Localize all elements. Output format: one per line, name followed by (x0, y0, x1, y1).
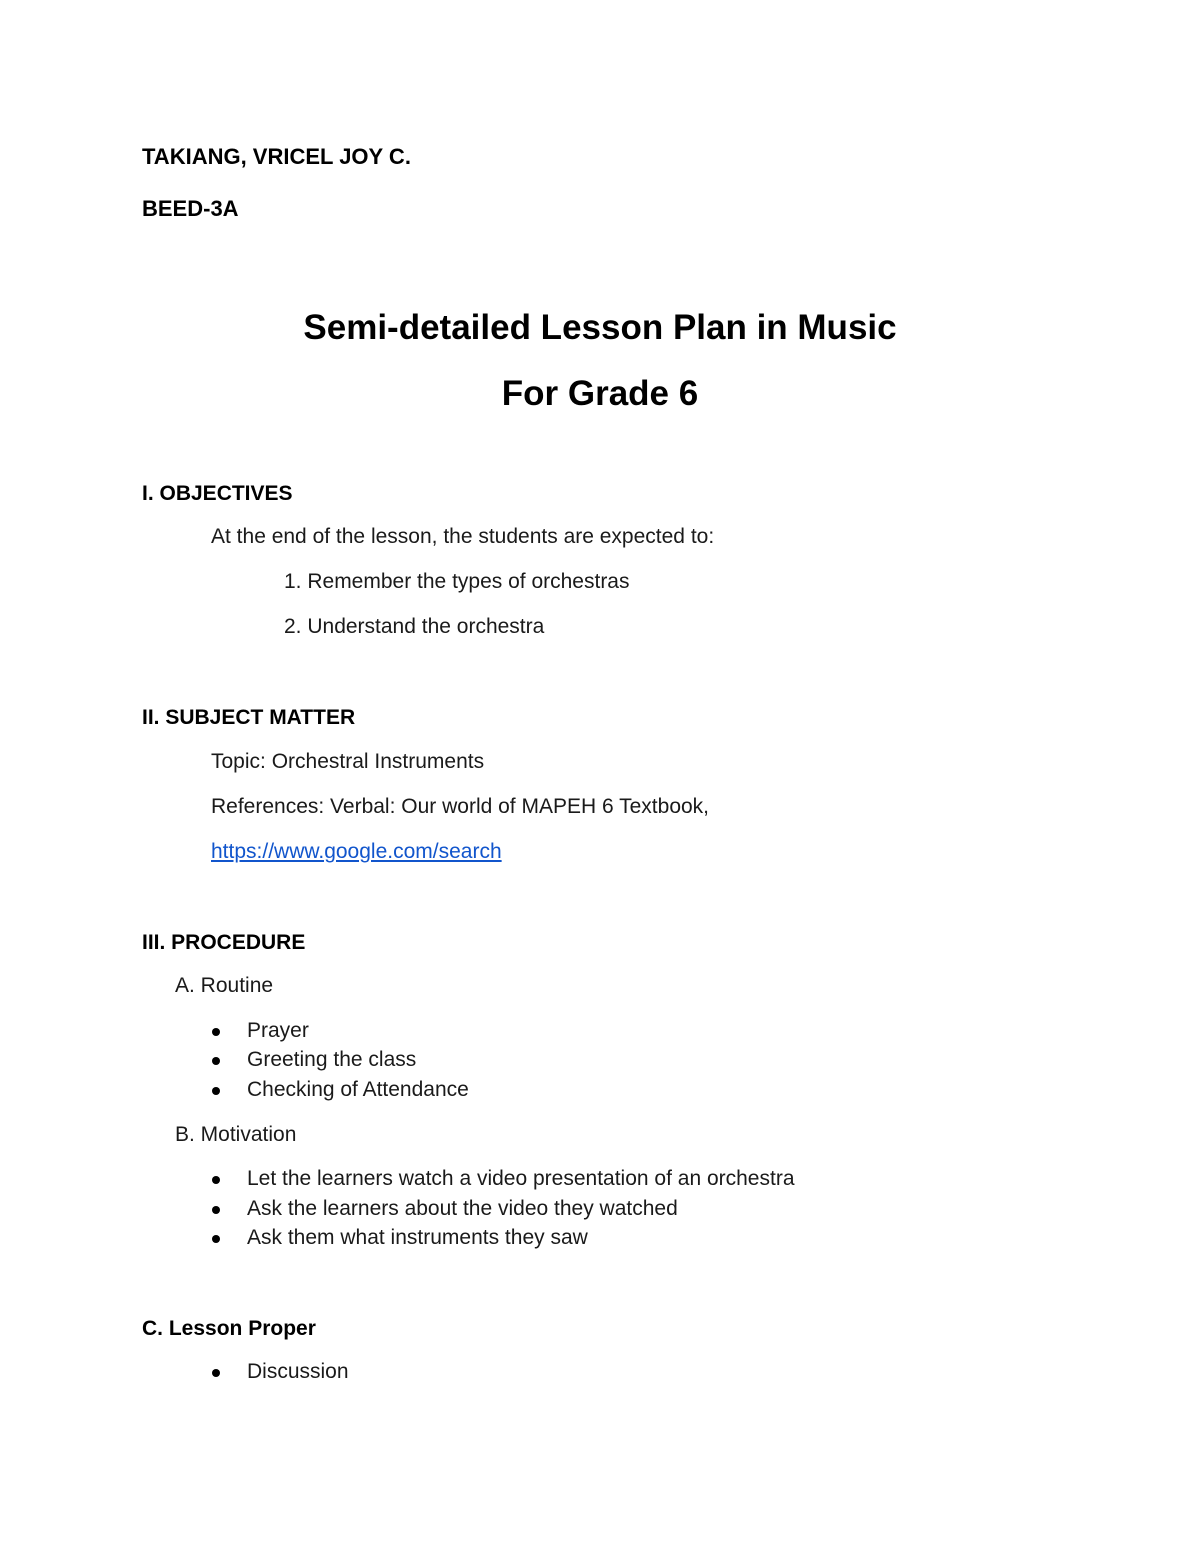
motivation-item: Ask them what instruments they saw (247, 1226, 588, 1249)
lesson-proper-heading: C. Lesson Proper (142, 1317, 316, 1340)
bullet-icon (212, 1176, 220, 1184)
bullet-icon (212, 1206, 220, 1214)
procedure-heading: III. PROCEDURE (142, 931, 306, 954)
bullet-icon (212, 1087, 220, 1095)
bullet-icon (212, 1028, 220, 1036)
document-subtitle: For Grade 6 (501, 374, 699, 413)
motivation-item: Let the learners watch a video presentation of an orchestra (247, 1167, 795, 1190)
course-section: BEED-3A (142, 196, 239, 221)
lesson-proper-item: Discussion (247, 1360, 349, 1383)
reference-link[interactable]: https://www.google.com/search (211, 840, 502, 863)
motivation-label: B. Motivation (175, 1123, 297, 1146)
motivation-item: Ask the learners about the video they watched (247, 1197, 678, 1220)
references-line: References: Verbal: Our world of MAPEH 6 Textbook, (211, 795, 710, 818)
author-name: TAKIANG, VRICEL JOY C. (142, 144, 411, 169)
topic-line: Topic: Orchestral Instruments (211, 750, 485, 773)
objectives-intro: At the end of the lesson, the students are expected to: (211, 525, 715, 548)
objectives-heading: I. OBJECTIVES (142, 482, 293, 505)
routine-label: A. Routine (175, 974, 274, 997)
bullet-icon (212, 1369, 220, 1377)
document-title: Semi-detailed Lesson Plan in Music (303, 308, 897, 347)
objective-item: 2. Understand the orchestra (284, 615, 545, 638)
subject-matter-heading: II. SUBJECT MATTER (142, 706, 356, 729)
bullet-icon (212, 1235, 220, 1243)
routine-item: Greeting the class (247, 1048, 417, 1071)
bullet-icon (212, 1057, 220, 1065)
routine-item: Checking of Attendance (247, 1078, 469, 1101)
objective-item: 1. Remember the types of orchestras (284, 570, 630, 593)
routine-item: Prayer (247, 1019, 309, 1042)
